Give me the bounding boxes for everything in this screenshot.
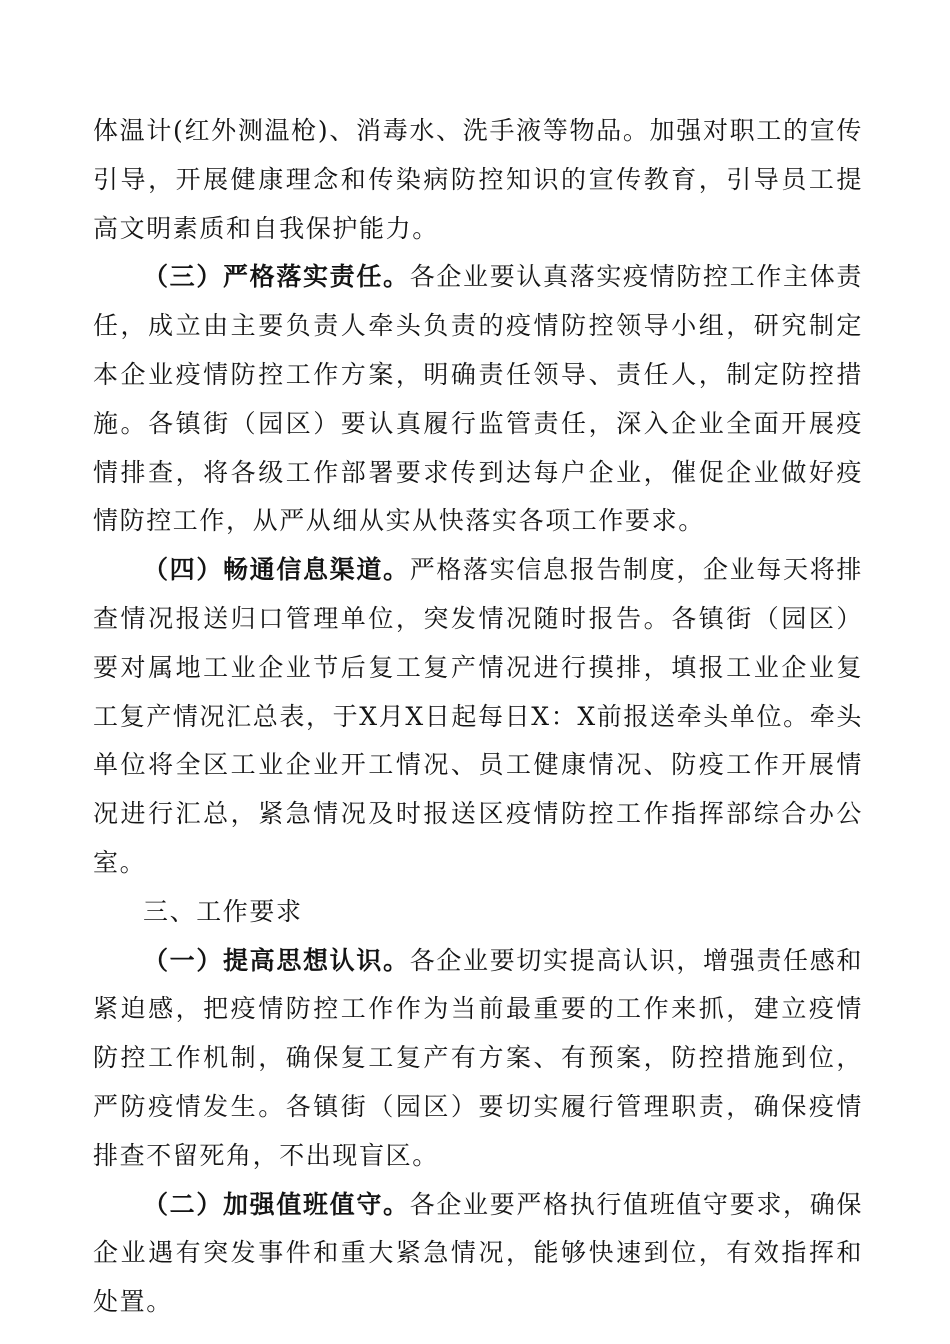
paragraph-heading: （三）严格落实责任。 <box>143 262 410 292</box>
paragraph-body: 各企业要严格执行值班值守要求，确保企业遇有突发事件和重大紧急情况，能够快速到位，有效指挥和处置。 <box>93 1189 863 1317</box>
document-page <box>93 107 863 1327</box>
paragraph-body: 各企业要认真落实疫情防控工作主体责任，成立由主要负责人牵头负责的疫情防控领导小组，研究制定本企业疫情防控工作方案，明确责任领导、责任人，制定防控措施。各镇街（园区）要认真履行监管责任，深入企业全面开展疫情排查，将各级工作部署要求传到达每户企业，催促企业做好疫情防控工作，从严从细从实从快落实各项工作要求。 <box>93 262 863 536</box>
paragraph-supplies <box>93 107 863 253</box>
paragraph-duty <box>93 1181 863 1327</box>
paragraph-information-channel <box>93 546 863 888</box>
paragraph-heading: （四）畅通信息渠道。 <box>143 555 410 585</box>
paragraph-body: 体温计(红外测温枪)、消毒水、洗手液等物品。加强对职工的宣传引导，开展健康理念和传染病防控知识的宣传教育，引导员工提高文明素质和自我保护能力。 <box>93 116 863 243</box>
paragraph-body: 各企业要切实提高认识，增强责任感和紧迫感，把疫情防控工作作为当前最重要的工作来抓，建立疫情防控工作机制，确保复工复产有方案、有预案，防控措施到位，严防疫情发生。各镇街（园区）要切实履行管理职责，确保疫情排查不留死角，不出现盲区。 <box>93 945 863 1170</box>
paragraph-heading: （二）加强值班值守。 <box>143 1189 410 1219</box>
section-title: 三、工作要求 <box>143 896 303 926</box>
paragraph-awareness <box>93 937 863 1181</box>
paragraph-heading: （一）提高思想认识。 <box>143 945 410 975</box>
paragraph-responsibility <box>93 253 863 546</box>
paragraph-body: 严格落实信息报告制度，企业每天将排查情况报送归口管理单位，突发情况随时报告。各镇街（园区）要对属地工业企业节后复工复产情况进行摸排，填报工业企业复工复产情况汇总表，于X月X日起每日X：X前报送牵头单位。牵头单位将全区工业企业开工情况、员工健康情况、防疫工作开展情况进行汇总，紧急情况及时报送区疫情防控工作指挥部综合办公室。 <box>93 555 863 877</box>
